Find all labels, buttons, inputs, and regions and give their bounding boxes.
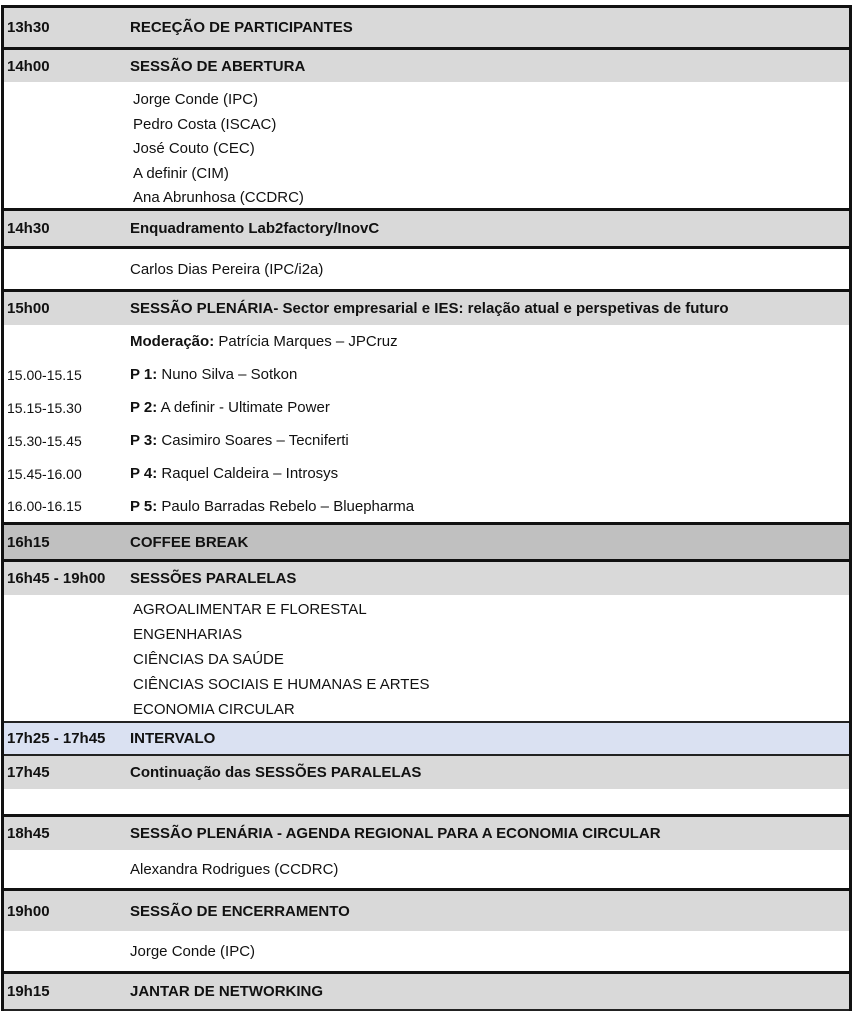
schedule-header-row — [4, 8, 849, 47]
speaker: Ana Abrunhosa (CCDRC) — [133, 189, 304, 206]
talk-label: P 5: — [130, 497, 158, 515]
session-title: RECEÇÃO DE PARTICIPANTES — [130, 19, 353, 36]
talk-row — [4, 490, 849, 522]
schedule-header-row — [4, 756, 849, 789]
empty-row — [4, 789, 849, 814]
session-title: SESSÕES PARALELAS — [130, 570, 297, 587]
talk-row — [4, 424, 849, 457]
schedule-header-row — [4, 525, 849, 559]
talk-row — [4, 391, 849, 424]
speaker: Jorge Conde (IPC) — [133, 91, 259, 108]
talk-label: P 3: — [130, 432, 158, 449]
talk — [130, 399, 849, 416]
talk — [130, 498, 849, 515]
time-cell: 15h00 — [7, 300, 50, 317]
time-cell: 17h45 — [7, 764, 50, 781]
talk — [130, 366, 849, 383]
track: AGROALIMENTAR E FLORESTAL — [133, 601, 367, 618]
schedule-block-continuation — [4, 756, 849, 817]
track: CIÊNCIAS SOCIAIS E HUMANAS E ARTES — [133, 676, 430, 693]
time-cell: 19h15 — [7, 983, 50, 1000]
session-title: Enquadramento Lab2factory/InovC — [130, 220, 380, 237]
speaker: Pedro Costa (ISCAC) — [133, 115, 277, 133]
schedule-block-opening — [4, 50, 849, 211]
talk-text: Nuno Silva – Sotkon — [157, 366, 298, 383]
track-list — [4, 595, 849, 721]
schedule-header-row — [4, 974, 849, 1009]
time-cell: 14h30 — [7, 220, 50, 237]
talk-text: Raquel Caldeira – Introsys — [157, 465, 339, 482]
talk-label: P 2: — [130, 399, 158, 416]
talk-slot: 15.15-15.30 — [7, 399, 82, 416]
schedule-block-reception — [4, 8, 849, 50]
talk-slot: 15.00-15.15 — [7, 366, 82, 383]
speaker-row — [4, 850, 849, 888]
time-cell: 14h00 — [7, 57, 50, 75]
talk-label: P 1: — [130, 366, 158, 383]
speaker: A definir (CIM) — [133, 164, 229, 182]
schedule-block-parallel — [4, 562, 849, 723]
talk-row — [4, 358, 849, 391]
talk-slot: 15.45-16.00 — [7, 465, 82, 482]
schedule-block-closing — [4, 891, 849, 974]
session-title: SESSÃO DE ABERTURA — [130, 57, 306, 75]
session-title: INTERVALO — [130, 730, 216, 747]
track: ENGENHARIAS — [133, 626, 243, 643]
talk — [130, 465, 849, 482]
moderator-row — [4, 325, 849, 358]
session-title: JANTAR DE NETWORKING — [130, 983, 324, 1000]
time-cell: 19h00 — [7, 902, 50, 920]
track: CIÊNCIAS DA SAÚDE — [133, 651, 284, 668]
talk-text: Paulo Barradas Rebelo – Bluepharma — [157, 497, 415, 515]
speaker-row — [4, 931, 849, 971]
talk-row — [4, 457, 849, 490]
schedule-header-row — [4, 211, 849, 249]
speaker-row — [4, 249, 849, 289]
time-cell: 16h15 — [7, 533, 50, 551]
moderator-name: Patrícia Marques – JPCruz — [214, 333, 398, 350]
session-title: SESSÃO PLENÁRIA - AGENDA REGIONAL PARA A ECONOMIA CIRCULAR — [130, 825, 661, 842]
schedule-header-row — [4, 292, 849, 325]
schedule-block-plenary — [4, 292, 849, 525]
talk-slot: 15.30-15.45 — [7, 432, 82, 449]
schedule-header-row — [4, 817, 849, 850]
talk-label: P 4: — [130, 465, 158, 482]
schedule-header-row — [4, 891, 849, 931]
session-title: Continuação das SESSÕES PARALELAS — [130, 764, 422, 781]
time-cell: 13h30 — [7, 19, 50, 36]
schedule-block-interval — [4, 723, 849, 756]
talk — [130, 432, 849, 449]
speaker: Carlos Dias Pereira (IPC/i2a) — [130, 260, 324, 278]
talk-text: A definir - Ultimate Power — [157, 399, 330, 416]
speaker: Jorge Conde (IPC) — [130, 942, 256, 960]
schedule-header-row — [4, 50, 849, 82]
schedule-header-row — [4, 723, 849, 754]
schedule-block-framework — [4, 211, 849, 292]
session-title: SESSÃO DE ENCERRAMENTO — [130, 902, 350, 920]
speaker-list — [4, 82, 849, 208]
session-title: COFFEE BREAK — [130, 533, 249, 551]
schedule-header-row — [4, 562, 849, 595]
schedule-block-dinner — [4, 974, 849, 1011]
schedule-table — [1, 5, 852, 1011]
moderator-label: Moderação: — [130, 333, 215, 350]
schedule-block-coffee — [4, 525, 849, 562]
time-cell: 16h45 - 19h00 — [7, 570, 106, 587]
time-cell: 18h45 — [7, 825, 50, 842]
schedule-block-regional-agenda — [4, 817, 849, 891]
moderator — [130, 333, 849, 350]
speaker: José Couto (CEC) — [133, 140, 255, 157]
time-cell: 17h25 - 17h45 — [7, 730, 106, 747]
speaker: Alexandra Rodrigues (CCDRC) — [130, 860, 339, 878]
session-title: SESSÃO PLENÁRIA- Sector empresarial e IES: relação atual e perspetivas de futuro — [130, 300, 729, 317]
track: ECONOMIA CIRCULAR — [133, 701, 295, 718]
talk-text: Casimiro Soares – Tecniferti — [157, 432, 349, 449]
talk-slot: 16.00-16.15 — [7, 498, 82, 514]
